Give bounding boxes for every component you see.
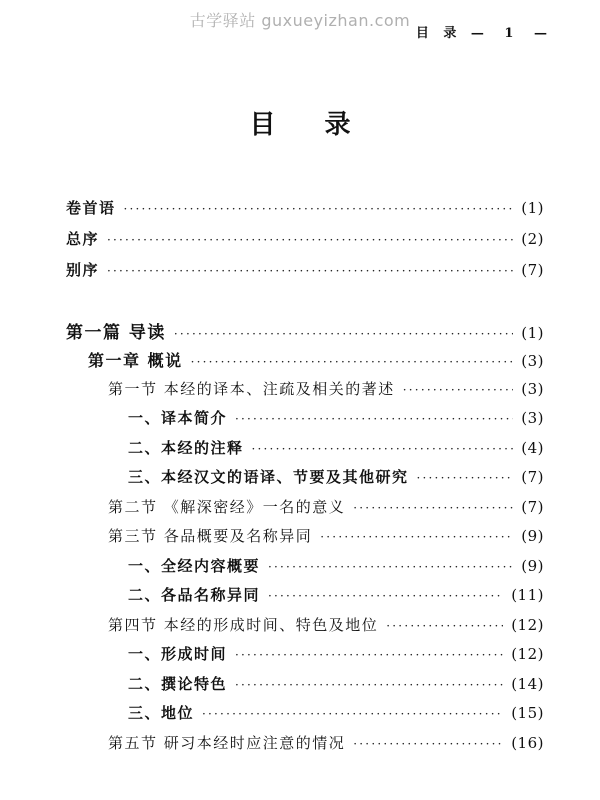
dot-leader bbox=[403, 383, 513, 397]
dot-leader bbox=[417, 471, 514, 485]
dot-leader bbox=[124, 202, 514, 216]
toc-entry[interactable] bbox=[108, 496, 544, 518]
running-head-page-number: 1 bbox=[504, 26, 519, 41]
dot-leader bbox=[235, 678, 503, 692]
toc-entry-label: 二、各品名称异同 bbox=[128, 586, 261, 604]
toc-entry-page: (16) bbox=[511, 734, 544, 752]
toc-entry[interactable] bbox=[128, 643, 544, 665]
dot-leader bbox=[386, 619, 503, 633]
toc-entry-label: 第一节 本经的译本、注疏及相关的著述 bbox=[108, 380, 395, 398]
toc-entry-label: 第五节 研习本经时应注意的情况 bbox=[108, 734, 346, 752]
dot-leader bbox=[268, 560, 513, 574]
dot-leader bbox=[191, 355, 514, 369]
toc-entry-label: 卷首语 bbox=[66, 199, 116, 217]
toc-entry[interactable] bbox=[108, 378, 544, 400]
toc-entry[interactable] bbox=[128, 466, 544, 488]
dot-leader bbox=[235, 648, 503, 662]
dot-leader bbox=[353, 501, 513, 515]
toc-entry[interactable] bbox=[66, 318, 544, 343]
toc-entry-page: (12) bbox=[511, 645, 544, 663]
watermark-text: 古学驿站 guxueyizhan.com bbox=[189, 11, 411, 30]
toc-entry-page: (14) bbox=[511, 675, 544, 693]
toc-entry-page: (12) bbox=[511, 616, 544, 634]
dot-leader bbox=[107, 233, 513, 247]
toc-entry[interactable] bbox=[88, 348, 544, 370]
page-title: 目 录 bbox=[249, 110, 371, 140]
toc-entry-label: 二、撰论特色 bbox=[128, 675, 228, 693]
toc-entry-page: (1) bbox=[521, 199, 544, 217]
dot-leader bbox=[202, 707, 503, 721]
toc-entry-page: (15) bbox=[511, 704, 544, 722]
dot-leader bbox=[268, 589, 503, 603]
toc-entry-page: (3) bbox=[521, 352, 544, 370]
dot-leader bbox=[174, 327, 513, 341]
toc-entry-label: 第一章 概说 bbox=[88, 351, 183, 370]
toc-entry-page: (4) bbox=[521, 439, 544, 457]
running-head-dash-left: — bbox=[470, 26, 489, 41]
toc-entry-label: 第三节 各品概要及名称异同 bbox=[108, 527, 313, 545]
dot-leader bbox=[235, 412, 513, 426]
toc-entry-label: 一、全经内容概要 bbox=[128, 557, 261, 575]
dot-leader bbox=[320, 530, 513, 544]
toc-entry[interactable] bbox=[66, 228, 544, 250]
running-head bbox=[416, 22, 552, 41]
toc-entry[interactable] bbox=[128, 584, 544, 606]
toc-entry-page: (7) bbox=[521, 261, 544, 279]
running-head-section: 目 录 bbox=[415, 26, 462, 41]
toc-entry-label: 二、本经的注释 bbox=[128, 439, 244, 457]
toc-entry[interactable] bbox=[128, 555, 544, 577]
toc-entry[interactable] bbox=[108, 614, 544, 636]
dot-leader bbox=[353, 737, 503, 751]
toc-entry-page: (11) bbox=[511, 586, 544, 604]
toc-entry-label: 三、本经汉文的语译、节要及其他研究 bbox=[128, 468, 409, 486]
toc-entry-page: (3) bbox=[521, 409, 544, 427]
toc-entry-label: 别序 bbox=[66, 261, 100, 279]
toc-entry[interactable] bbox=[128, 673, 544, 695]
toc-entry[interactable] bbox=[66, 259, 544, 281]
toc-entry-label: 一、形成时间 bbox=[128, 645, 228, 663]
toc-entry-label: 第二节 《解深密经》一名的意义 bbox=[108, 498, 346, 516]
toc-entry-label: 三、地位 bbox=[128, 704, 195, 722]
toc-entry[interactable] bbox=[66, 197, 544, 219]
toc-entry[interactable] bbox=[108, 732, 544, 754]
toc-entry-page: (1) bbox=[521, 324, 544, 342]
toc-entry-page: (7) bbox=[521, 468, 544, 486]
toc-entry-page: (9) bbox=[521, 557, 544, 575]
running-head-dash-right: — bbox=[534, 26, 552, 41]
toc-entry[interactable] bbox=[128, 437, 544, 459]
toc-entry-label: 一、译本简介 bbox=[128, 409, 228, 427]
toc-entry-page: (2) bbox=[521, 230, 544, 248]
toc-entry-label: 总序 bbox=[66, 230, 100, 248]
toc-entry-label: 第一篇 导读 bbox=[66, 323, 166, 343]
toc-entry[interactable] bbox=[108, 525, 544, 547]
dot-leader bbox=[252, 442, 514, 456]
toc-entry[interactable] bbox=[128, 702, 544, 724]
toc-entry-page: (7) bbox=[521, 498, 544, 516]
toc-entry-page: (3) bbox=[521, 380, 544, 398]
dot-leader bbox=[107, 264, 513, 278]
toc-entry-page: (9) bbox=[521, 527, 544, 545]
toc-entry[interactable] bbox=[128, 407, 544, 429]
toc-entry-label: 第四节 本经的形成时间、特色及地位 bbox=[108, 616, 379, 634]
